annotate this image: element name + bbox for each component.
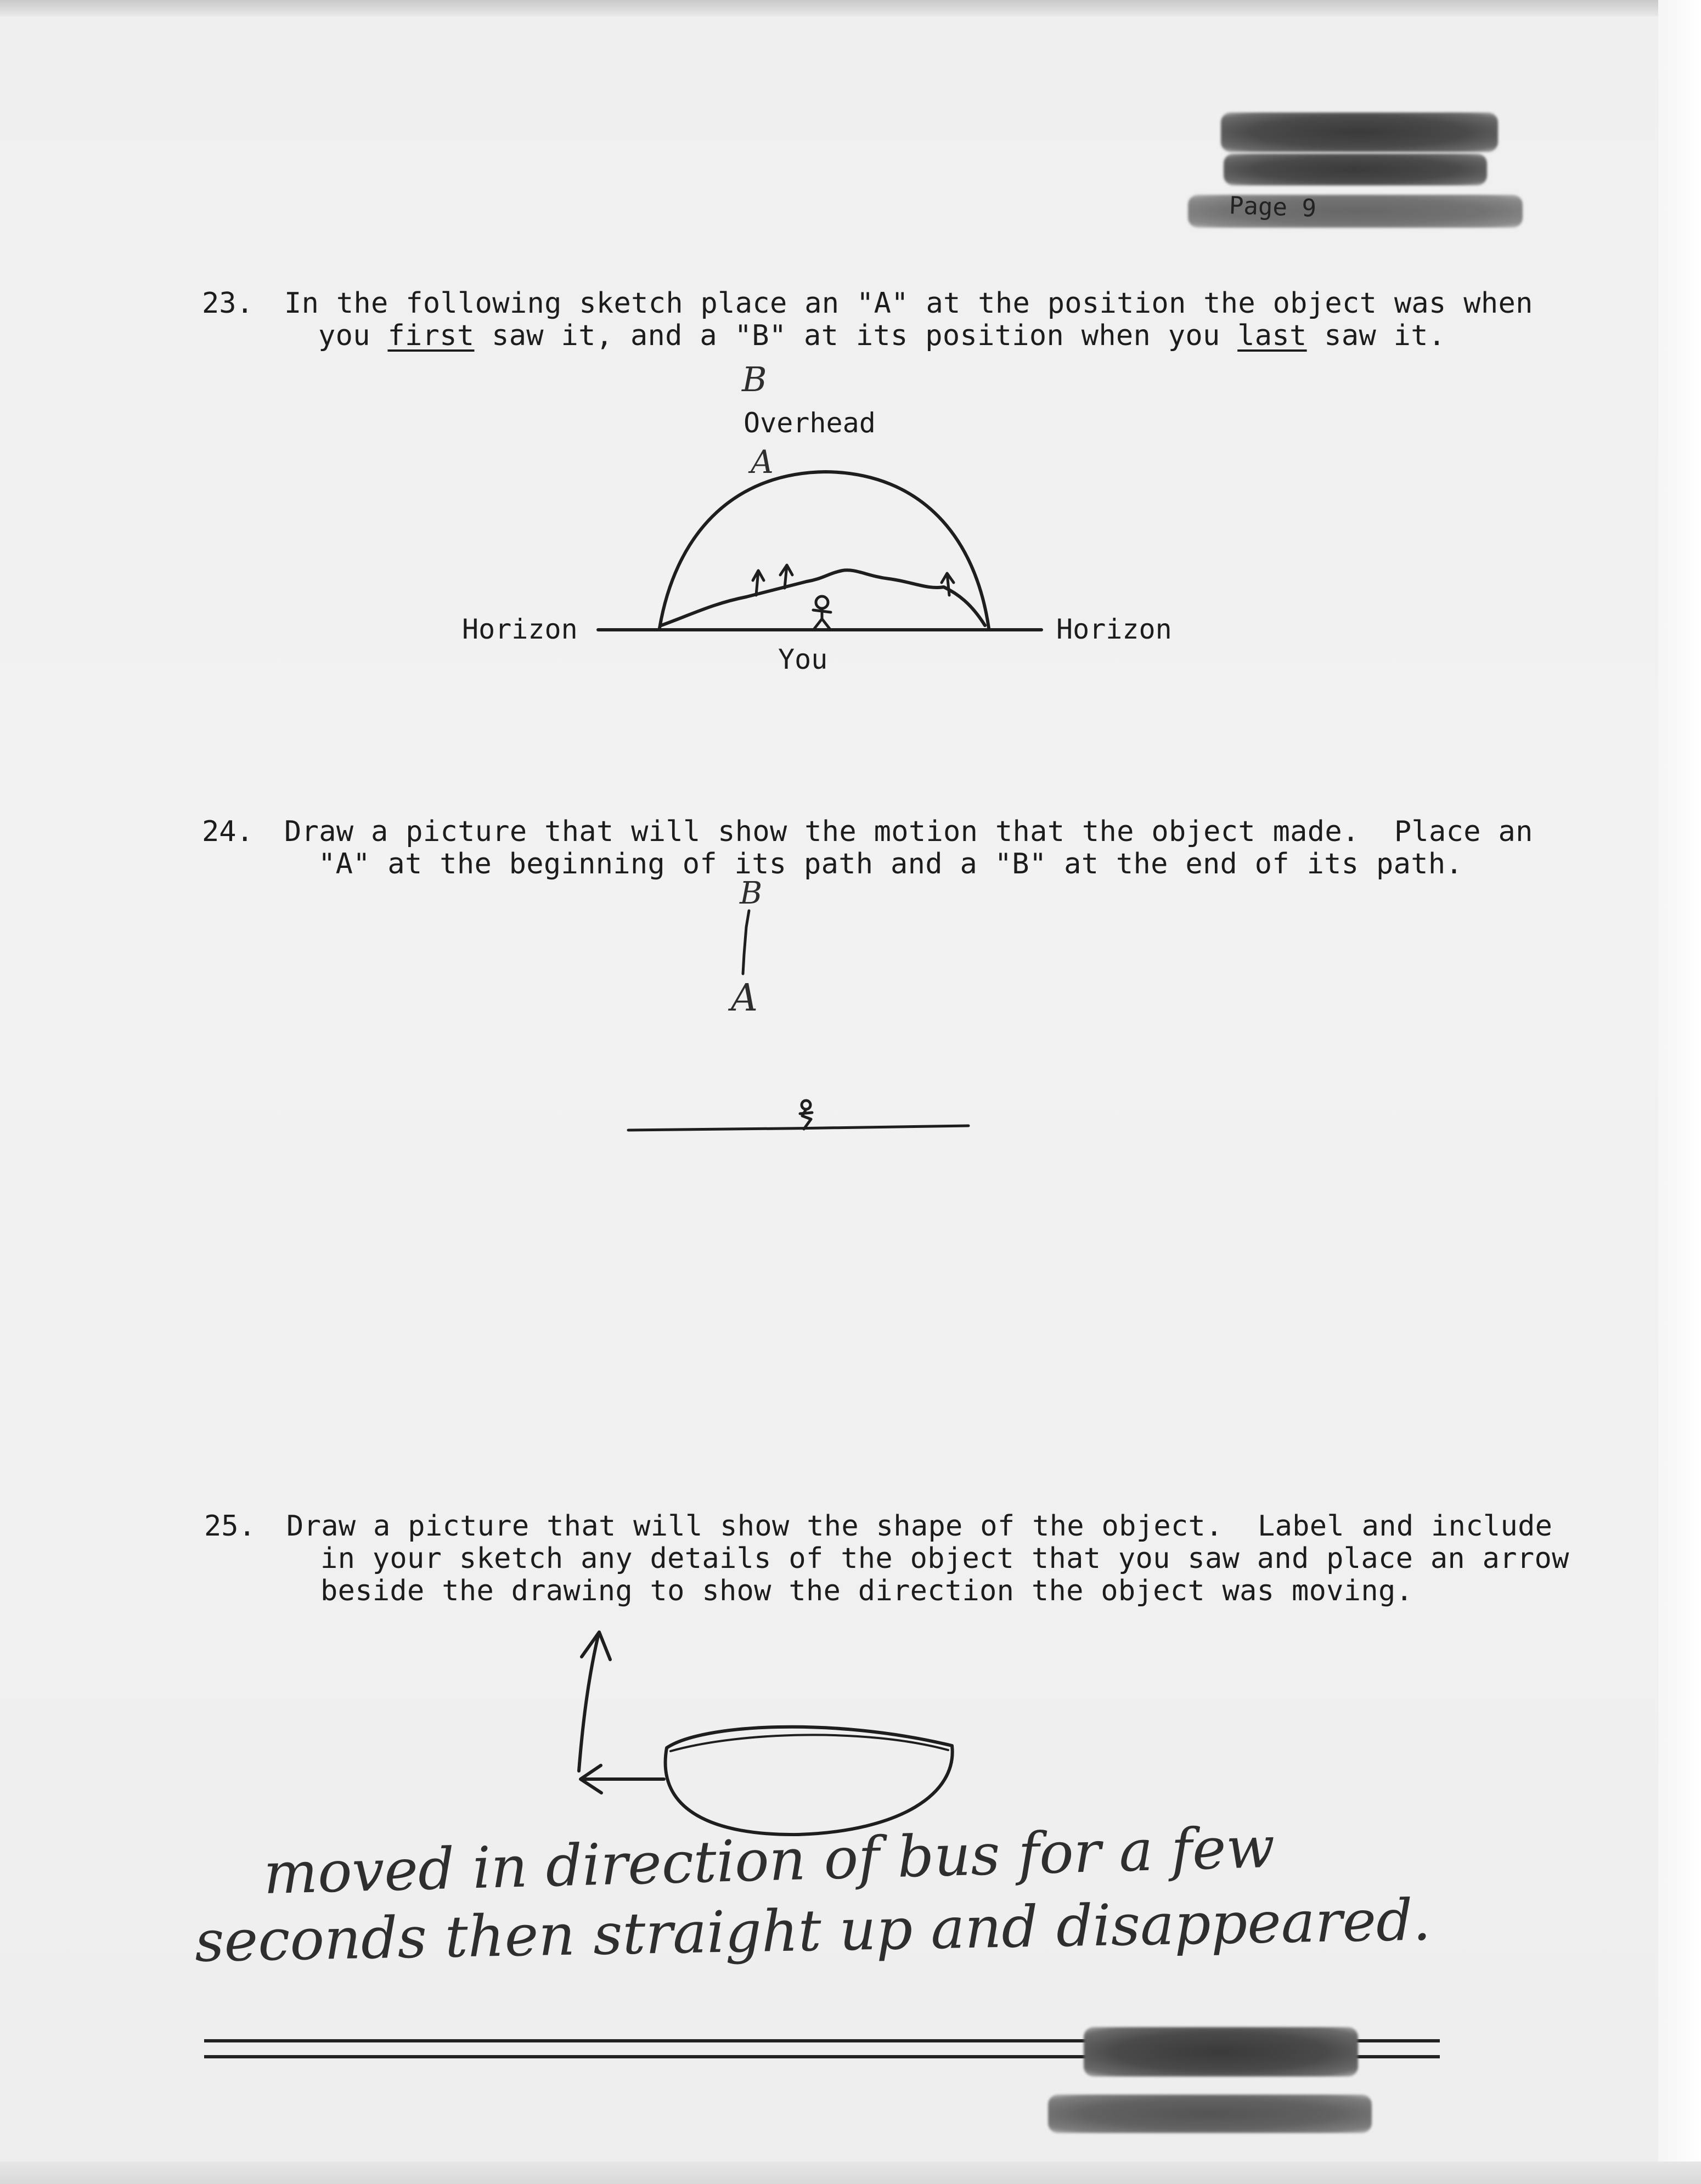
handwritten-a-mark-24: A [731, 977, 758, 1020]
horizon-left-label: Horizon [462, 613, 578, 645]
question-25-line-1: Draw a picture that will show the shape of the object. Label and include [286, 1510, 1553, 1543]
question-24-line-1: Draw a picture that will show the motion that the object made. Place an [284, 815, 1533, 848]
motion-path-line [743, 911, 749, 974]
overhead-label: Overhead [744, 407, 876, 439]
question-25-line-2: in your sketch any details of the object that you saw and place an arrow [320, 1542, 1569, 1575]
ground-line [628, 1126, 968, 1130]
question-24-line-2: "A" at the beginning of its path and a "B" at the end of its path. [318, 848, 1463, 881]
sky-dome-arc [660, 472, 989, 628]
handwritten-note-line-1: moved in direction of bus for a few [262, 1813, 1276, 1908]
question-25-number: 25. [204, 1510, 256, 1543]
redaction-mark [1048, 2095, 1372, 2133]
stick-figure-observer [800, 1101, 812, 1129]
underlined-first: first [387, 319, 475, 352]
horizon-right-label: Horizon [1056, 613, 1172, 645]
question-23-number: 23. [202, 287, 254, 320]
handwritten-a-mark-23: A [751, 443, 774, 481]
handwritten-b-mark-23: B [742, 359, 767, 399]
question-25-line-3: beside the drawing to show the direction the object was moving. [320, 1574, 1413, 1607]
handwritten-note-line-2: seconds then straight up and disappeared. [194, 1886, 1432, 1975]
underlined-last: last [1237, 319, 1307, 352]
stick-figure-you [813, 596, 831, 629]
question-23-line-1: In the following sketch place an "A" at the position the object was when [284, 287, 1533, 320]
handwritten-b-mark-24: B [740, 876, 763, 911]
redaction-mark [1084, 2027, 1358, 2076]
question-24-number: 24. [202, 815, 254, 848]
you-label: You [778, 644, 828, 675]
question-23-line-2: you first saw it, and a "B" at its position when you last saw it. [318, 319, 1446, 352]
page-number-label: Page 9 [1229, 191, 1317, 223]
